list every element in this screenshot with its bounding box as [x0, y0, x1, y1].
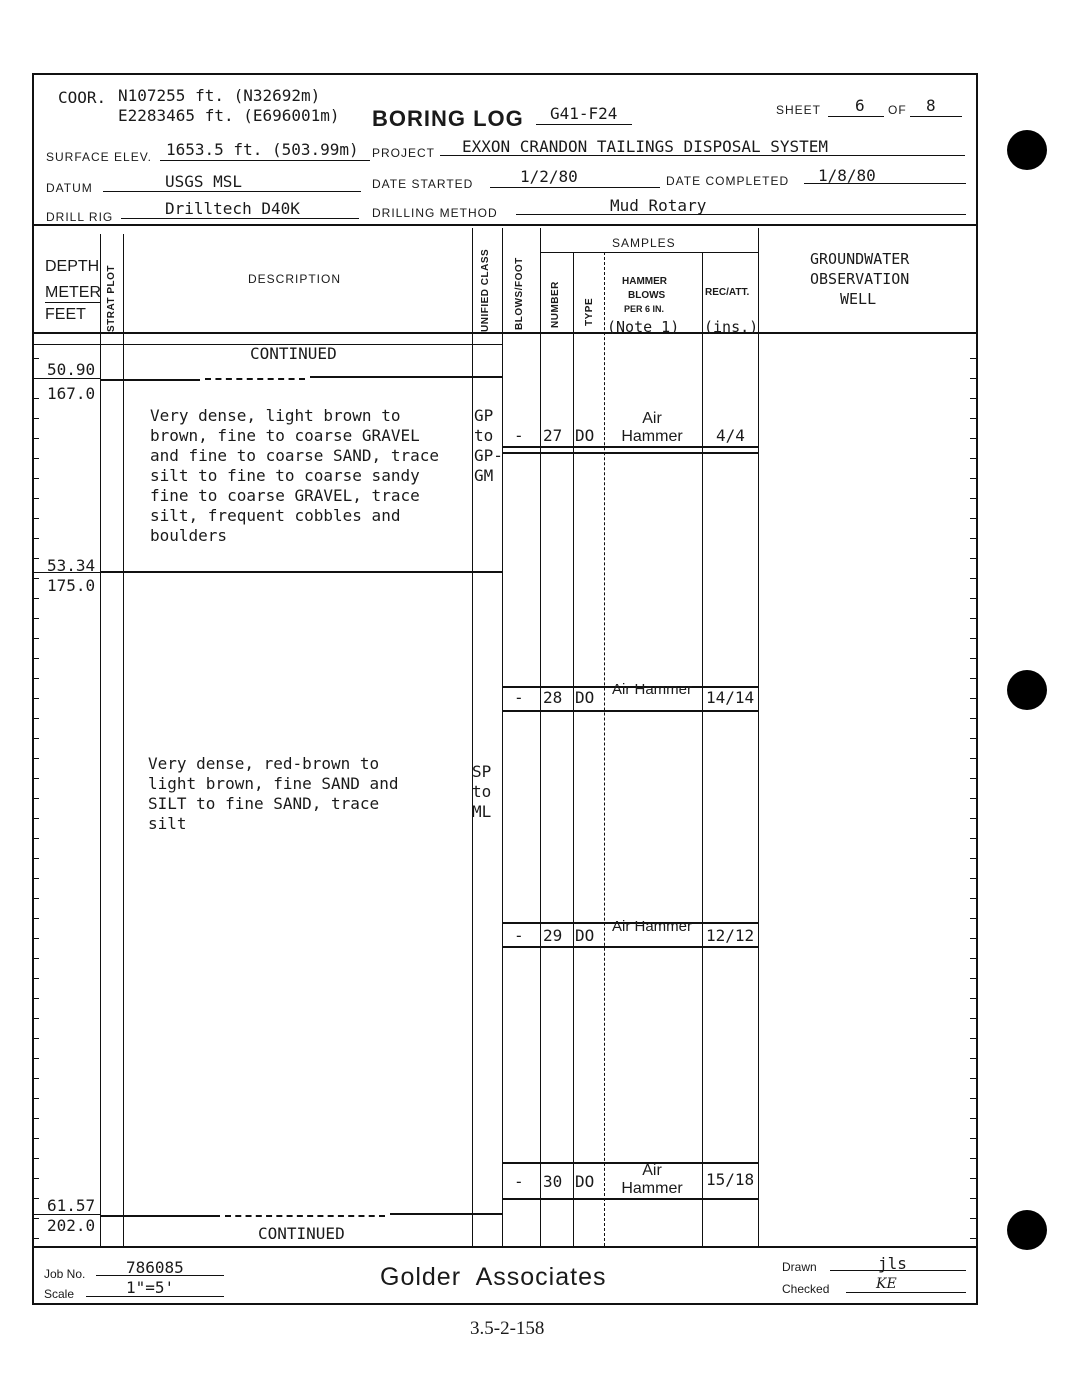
- blows-header: BLOWS: [628, 290, 666, 301]
- layer1-class: GP to GP- GM: [474, 406, 503, 485]
- feet-header: FEET: [45, 306, 86, 323]
- continued-top: CONTINUED: [250, 344, 337, 363]
- sample-blows: -: [514, 688, 524, 707]
- sample-rec: 14/14: [706, 688, 755, 707]
- depth-tick: [33, 838, 39, 839]
- layer2-description: Very dense, red-brown to light brown, fine SAND and SILT to fine SAND, trace silt: [148, 754, 399, 833]
- layer1-description: Very dense, light brown to brown, fine to coarse GRAVEL and fine to coarse SAND, trace silt to fine to coarse sandy fine to coarse GRAVEL, trace silt, frequent cobbles and boulders: [150, 406, 439, 545]
- depth-tick: [970, 978, 976, 979]
- sample-type: DO: [575, 688, 595, 707]
- continued-bottom: CONTINUED: [258, 1224, 345, 1243]
- of-label: OF: [888, 103, 907, 117]
- depth-meter-1: 50.90: [47, 360, 96, 379]
- depth-tick: [33, 998, 39, 999]
- depth-header: DEPTH: [45, 258, 100, 275]
- depth-tick: [970, 1098, 976, 1099]
- drill-rig-label: DRILL RIG: [46, 210, 114, 224]
- depth-tick: [33, 538, 39, 539]
- meter-header: METER: [45, 284, 101, 301]
- depth-tick: [970, 1238, 976, 1239]
- depth-tick: [970, 638, 976, 639]
- depth-tick: [33, 1198, 39, 1199]
- sample-number: 28: [543, 688, 563, 707]
- depth-tick: [33, 438, 39, 439]
- samples-header: SAMPLES: [612, 236, 676, 250]
- depth-tick: [970, 918, 976, 919]
- depth-tick: [970, 598, 976, 599]
- depth-tick: [33, 878, 39, 879]
- log-title: BORING LOG: [372, 106, 524, 131]
- depth-tick: [970, 438, 976, 439]
- depth-tick: [33, 978, 39, 979]
- depth-tick: [970, 578, 976, 579]
- hammer-header: HAMMER: [622, 276, 667, 287]
- depth-tick: [970, 818, 976, 819]
- sample-rec: 4/4: [716, 426, 745, 445]
- depth-tick: [970, 698, 976, 699]
- coor-east: E2283465 ft. (E696001m): [118, 106, 340, 125]
- depth-tick: [33, 558, 39, 559]
- depth-tick: [970, 718, 976, 719]
- sample-type: DO: [575, 926, 595, 945]
- depth-tick: [970, 858, 976, 859]
- depth-tick: [970, 738, 976, 739]
- depth-tick: [970, 798, 976, 799]
- strat-plot-header: STRAT PLOT: [106, 264, 117, 332]
- depth-tick: [33, 518, 39, 519]
- depth-tick: [33, 638, 39, 639]
- depth-meter-3: 61.57: [47, 1196, 96, 1215]
- depth-tick: [33, 738, 39, 739]
- sample-hammer: Air Hammer: [621, 1162, 683, 1197]
- date-started-value: 1/2/80: [520, 167, 578, 186]
- depth-tick: [970, 378, 976, 379]
- per6-header: PER 6 IN.: [624, 304, 665, 314]
- depth-tick: [970, 878, 976, 879]
- drawn-value: jls: [878, 1254, 907, 1273]
- sample-rec: 15/18: [706, 1170, 755, 1189]
- number-header: NUMBER: [550, 281, 561, 328]
- date-completed-label: DATE COMPLETED: [666, 174, 790, 188]
- job-number: 786085: [126, 1258, 184, 1277]
- note-header: (Note 1): [607, 318, 680, 336]
- depth-tick: [970, 898, 976, 899]
- depth-tick: [33, 398, 39, 399]
- depth-tick: [33, 578, 39, 579]
- job-label: Job No.: [44, 1267, 86, 1281]
- checked-value: KE: [876, 1276, 897, 1292]
- log-id: G41-F24: [550, 104, 618, 123]
- depth-tick: [33, 1018, 39, 1019]
- layer2-class: SP to ML: [472, 762, 492, 821]
- drawn-label: Drawn: [782, 1260, 817, 1274]
- binder-hole: [1007, 130, 1047, 170]
- depth-tick: [970, 998, 976, 999]
- depth-tick: [970, 1218, 976, 1219]
- depth-tick: [970, 1058, 976, 1059]
- project-label: PROJECT: [372, 146, 436, 160]
- depth-tick: [970, 478, 976, 479]
- datum-value: USGS MSL: [165, 172, 243, 191]
- depth-tick: [33, 458, 39, 459]
- depth-tick: [970, 1118, 976, 1119]
- description-header: DESCRIPTION: [248, 272, 342, 286]
- depth-tick: [33, 498, 39, 499]
- depth-tick: [970, 758, 976, 759]
- well-header: WELL: [840, 290, 877, 308]
- depth-tick: [970, 518, 976, 519]
- depth-tick: [970, 958, 976, 959]
- depth-tick: [970, 778, 976, 779]
- coor-label: COOR.: [58, 88, 107, 107]
- sample-number: 27: [543, 426, 563, 445]
- depth-tick: [970, 678, 976, 679]
- depth-tick: [33, 618, 39, 619]
- depth-tick: [33, 1178, 39, 1179]
- binder-hole: [1007, 670, 1047, 710]
- sheet-number: 6: [855, 96, 865, 115]
- depth-tick: [970, 1178, 976, 1179]
- coor-north: N107255 ft. (N32692m): [118, 86, 321, 105]
- depth-tick: [33, 418, 39, 419]
- depth-tick: [970, 358, 976, 359]
- sheet-total: 8: [926, 96, 936, 115]
- depth-tick: [970, 458, 976, 459]
- depth-tick: [970, 558, 976, 559]
- depth-tick: [33, 718, 39, 719]
- depth-tick: [33, 1098, 39, 1099]
- depth-tick: [970, 1038, 976, 1039]
- depth-tick: [33, 758, 39, 759]
- project-value: EXXON CRANDON TAILINGS DISPOSAL SYSTEM: [462, 137, 829, 156]
- datum-label: DATUM: [46, 181, 93, 195]
- company-name: Golder Associates: [380, 1263, 607, 1291]
- depth-tick: [970, 1018, 976, 1019]
- sample-blows: -: [514, 426, 524, 445]
- depth-tick: [33, 958, 39, 959]
- date-completed-value: 1/8/80: [818, 166, 876, 185]
- depth-tick: [33, 1138, 39, 1139]
- depth-tick: [33, 698, 39, 699]
- surface-elev-label: SURFACE ELEV.: [46, 150, 152, 164]
- sample-type: DO: [575, 1172, 595, 1191]
- depth-feet-2: 175.0: [47, 576, 96, 595]
- depth-tick: [33, 1058, 39, 1059]
- depth-feet-3: 202.0: [47, 1216, 96, 1235]
- sample-blows: -: [514, 926, 524, 945]
- depth-tick: [33, 798, 39, 799]
- depth-feet-1: 167.0: [47, 384, 96, 403]
- sample-hammer: Air Hammer: [612, 681, 693, 698]
- ins-header: (ins.): [704, 318, 759, 336]
- drilling-method-label: DRILLING METHOD: [372, 206, 498, 220]
- depth-tick: [33, 598, 39, 599]
- depth-meter-2: 53.34: [47, 556, 96, 575]
- depth-tick: [970, 618, 976, 619]
- depth-tick: [970, 538, 976, 539]
- observation-header: OBSERVATION: [810, 270, 910, 288]
- depth-tick: [33, 1158, 39, 1159]
- drilling-method-value: Mud Rotary: [610, 196, 707, 215]
- depth-tick: [970, 1158, 976, 1159]
- drill-rig-value: Drilltech D40K: [165, 199, 300, 218]
- depth-tick: [33, 898, 39, 899]
- depth-tick: [970, 838, 976, 839]
- depth-tick: [970, 658, 976, 659]
- scale-value: 1"=5': [126, 1278, 175, 1297]
- depth-tick: [33, 858, 39, 859]
- depth-tick: [33, 1078, 39, 1079]
- depth-tick: [33, 938, 39, 939]
- groundwater-header: GROUNDWATER: [810, 250, 910, 268]
- sample-rec: 12/12: [706, 926, 755, 945]
- date-started-label: DATE STARTED: [372, 177, 474, 191]
- depth-tick: [970, 1198, 976, 1199]
- scale-label: Scale: [44, 1287, 75, 1301]
- surface-elev-value: 1653.5 ft. (503.99m): [166, 140, 359, 159]
- depth-tick: [33, 658, 39, 659]
- depth-tick: [33, 478, 39, 479]
- depth-tick: [33, 778, 39, 779]
- depth-tick: [970, 418, 976, 419]
- blows-foot-header: BLOWS/FOOT: [514, 257, 525, 330]
- rec-att-header: REC/ATT.: [705, 287, 750, 298]
- depth-tick: [33, 358, 39, 359]
- depth-tick: [33, 1038, 39, 1039]
- depth-tick: [33, 1218, 39, 1219]
- sample-type: DO: [575, 426, 595, 445]
- type-header: TYPE: [584, 297, 595, 326]
- depth-tick: [970, 938, 976, 939]
- checked-label: Checked: [782, 1282, 830, 1296]
- depth-tick: [970, 1078, 976, 1079]
- sheet-label: SHEET: [776, 103, 822, 117]
- sample-number: 29: [543, 926, 563, 945]
- unified-class-header: UNIFIED CLASS: [480, 248, 491, 332]
- page-number: 3.5-2-158: [470, 1318, 545, 1339]
- sample-blows: -: [514, 1172, 524, 1191]
- depth-tick: [970, 398, 976, 399]
- depth-tick: [970, 1138, 976, 1139]
- sample-hammer: Air Hammer: [612, 918, 693, 935]
- sample-hammer: Air Hammer: [621, 410, 683, 445]
- depth-tick: [33, 1238, 39, 1239]
- depth-tick: [33, 918, 39, 919]
- depth-tick: [33, 818, 39, 819]
- sample-number: 30: [543, 1172, 563, 1191]
- depth-tick: [33, 1118, 39, 1119]
- depth-tick: [970, 498, 976, 499]
- depth-tick: [33, 678, 39, 679]
- binder-hole: [1007, 1210, 1047, 1250]
